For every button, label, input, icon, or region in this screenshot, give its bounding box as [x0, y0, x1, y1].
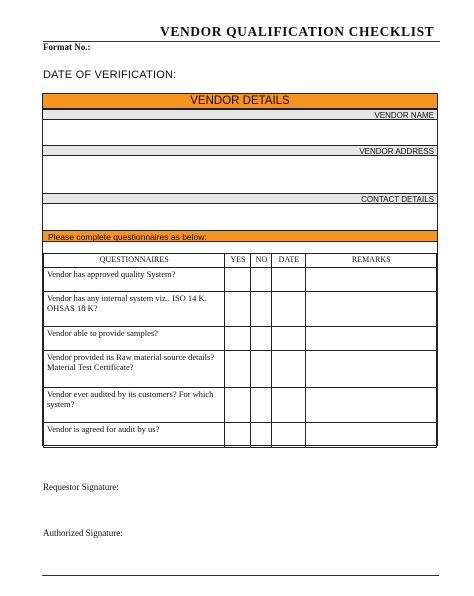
no-cell[interactable] — [251, 291, 272, 326]
date-cell[interactable] — [272, 387, 306, 422]
table-row — [44, 291, 437, 326]
yes-cell[interactable] — [225, 267, 251, 291]
title-underline — [43, 41, 440, 42]
yes-cell[interactable] — [225, 350, 251, 387]
remarks-cell[interactable] — [306, 387, 437, 422]
no-cell[interactable] — [251, 387, 272, 422]
no-cell[interactable] — [251, 422, 272, 447]
column-header-no: NO — [251, 254, 272, 268]
date-cell[interactable] — [272, 422, 306, 447]
remarks-cell[interactable] — [306, 326, 437, 350]
column-header-remarks: REMARKS — [306, 254, 437, 268]
contact-details-label: CONTACT DETAILS — [43, 193, 437, 204]
question-text: Vendor has approved quality System? — [44, 267, 225, 291]
table-row — [44, 350, 437, 387]
yes-cell[interactable] — [225, 387, 251, 422]
footer-divider — [42, 575, 439, 576]
date-of-verification-label: DATE OF VERIFICATION: — [43, 69, 177, 81]
column-header-date: DATE — [272, 254, 306, 268]
contact-details-field[interactable] — [43, 204, 437, 230]
no-cell[interactable] — [251, 267, 272, 291]
remarks-cell[interactable] — [306, 267, 437, 291]
remarks-cell[interactable] — [306, 350, 437, 387]
table-row — [44, 267, 437, 291]
authorized-signature-label: Authorized Signature: — [43, 528, 123, 538]
vendor-address-label: VENDOR ADDRESS — [43, 145, 437, 156]
column-header-questionnaires: QUESTIONNAIRES — [44, 254, 225, 268]
question-text: Vendor able to provide samples? — [44, 326, 225, 350]
table-row — [44, 422, 437, 447]
question-text: Vendor ever audited by its customers? For which system? — [44, 387, 225, 422]
remarks-cell[interactable] — [306, 291, 437, 326]
vendor-details-heading: VENDOR DETAILS — [43, 94, 437, 109]
checklist-form — [42, 93, 438, 446]
column-header-yes: YES — [225, 254, 251, 268]
question-text: Vendor is agreed for audit by us? — [44, 422, 225, 447]
yes-cell[interactable] — [225, 291, 251, 326]
yes-cell[interactable] — [225, 326, 251, 350]
date-cell[interactable] — [272, 267, 306, 291]
instructions-bar: Please complete questionnaires as below: — [43, 230, 437, 242]
date-cell[interactable] — [272, 326, 306, 350]
yes-cell[interactable] — [225, 422, 251, 447]
date-cell[interactable] — [272, 350, 306, 387]
no-cell[interactable] — [251, 350, 272, 387]
requestor-signature-label: Requestor Signature: — [43, 482, 119, 492]
vendor-address-field[interactable] — [43, 156, 437, 193]
question-text: Vendor has any internal system viz.. ISO 14 K. OHSAS 18 K? — [44, 291, 225, 326]
vendor-name-field[interactable] — [43, 120, 437, 146]
format-number-label: Format No.: — [43, 42, 91, 52]
vendor-name-label: VENDOR NAME — [43, 109, 437, 120]
table-row — [44, 387, 437, 422]
date-cell[interactable] — [272, 291, 306, 326]
questionnaire-table — [43, 253, 437, 448]
document-title: VENDOR QUALIFICATION CHECKLIST — [160, 24, 435, 39]
no-cell[interactable] — [251, 326, 272, 350]
remarks-cell[interactable] — [306, 422, 437, 447]
table-row — [44, 326, 437, 350]
question-text: Vendor provided its Raw material source details? Material Test Certificate? — [44, 350, 225, 387]
